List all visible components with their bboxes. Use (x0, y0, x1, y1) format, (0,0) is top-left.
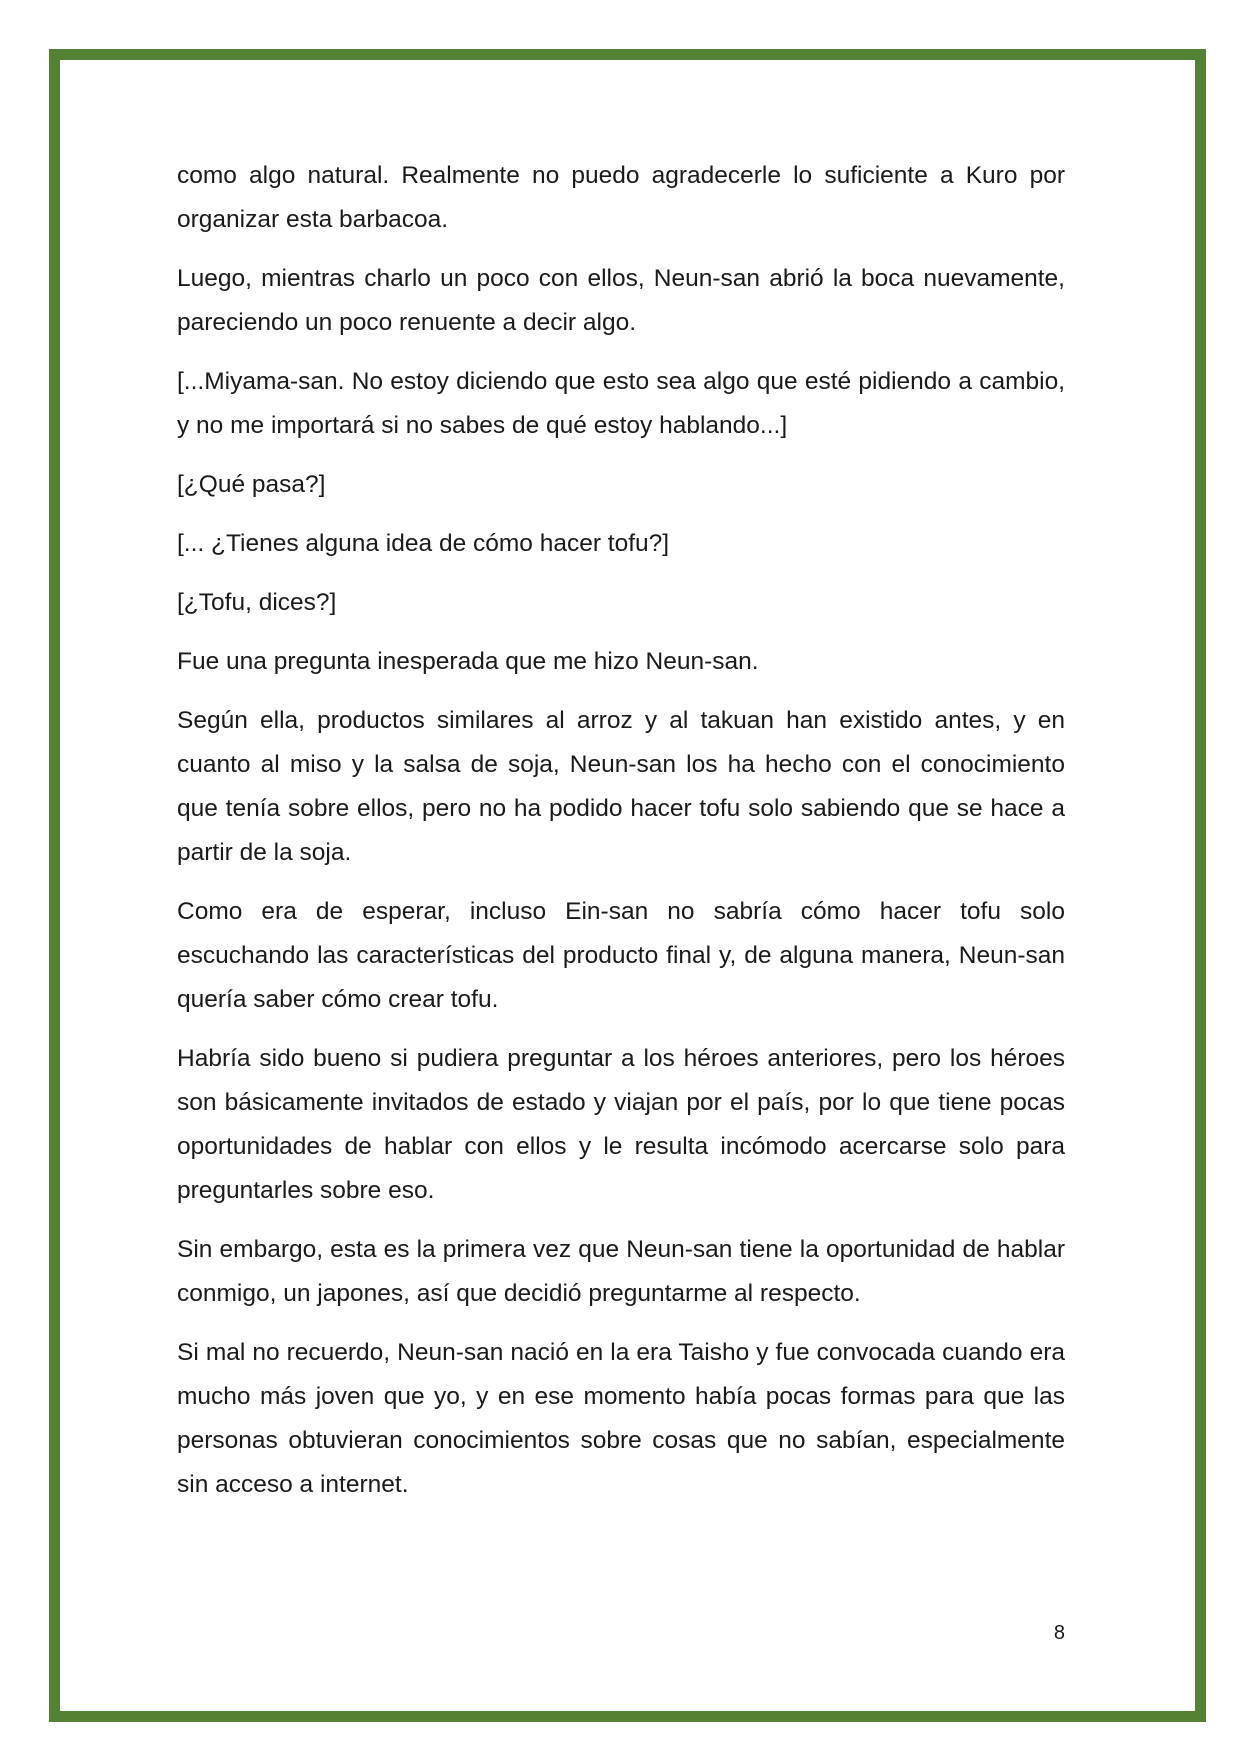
paragraph-11: Sin embargo, esta es la primera vez que Neun-san tiene la oportunidad de hablar conmigo, un japones, así que decidió preguntarme al respecto. (177, 1236, 1065, 1307)
paragraph-5: [... ¿Tienes alguna idea de cómo hacer tofu?] (177, 530, 670, 557)
paragraph-2: Luego, mientras charlo un poco con ellos, Neun-san abrió la boca nuevamente, pareciendo un poco renuente a decir algo. (177, 265, 1065, 336)
paragraph-3: [...Miyama-san. No estoy diciendo que esto sea algo que esté pidiendo a cambio, y no me importará si no sabes de qué estoy hablando...] (177, 368, 1065, 439)
paragraph-1: como algo natural. Realmente no puedo agradecerle lo suficiente a Kuro por organizar esta barbacoa. (177, 162, 1065, 233)
page-number: 8 (1053, 1622, 1065, 1644)
body-text (177, 154, 1065, 1522)
paragraph-9: Como era de esperar, incluso Ein-san no sabría cómo hacer tofu solo escuchando las características del producto final y, de alguna manera, Neun-san quería saber cómo crear tofu. (177, 898, 1065, 1013)
paragraph-10: Habría sido bueno si pudiera preguntar a los héroes anteriores, pero los héroes son básicamente invitados de estado y viajan por el país, por lo que tiene pocas oportunidades de hablar con ellos y le resulta incómodo acercarse solo para preguntarles sobre eso. (177, 1045, 1065, 1204)
paragraph-8: Según ella, productos similares al arroz y al takuan han existido antes, y en cuanto al miso y la salsa de soja, Neun-san los ha hecho con el conocimiento que tenía sobre ellos, pero no ha podido hacer tofu solo sabiendo que se hace a partir de la soja. (177, 707, 1065, 866)
paragraph-7: Fue una pregunta inesperada que me hizo Neun-san. (177, 648, 759, 675)
paragraph-6: [¿Tofu, dices?] (177, 589, 337, 616)
paragraph-4: [¿Qué pasa?] (177, 471, 326, 498)
paragraph-12: Si mal no recuerdo, Neun-san nació en la era Taisho y fue convocada cuando era mucho más joven que yo, y en ese momento había pocas formas para que las personas obtuvieran conocimientos sobre cosas que no sabían, especialmente sin acceso a internet. (177, 1339, 1065, 1498)
